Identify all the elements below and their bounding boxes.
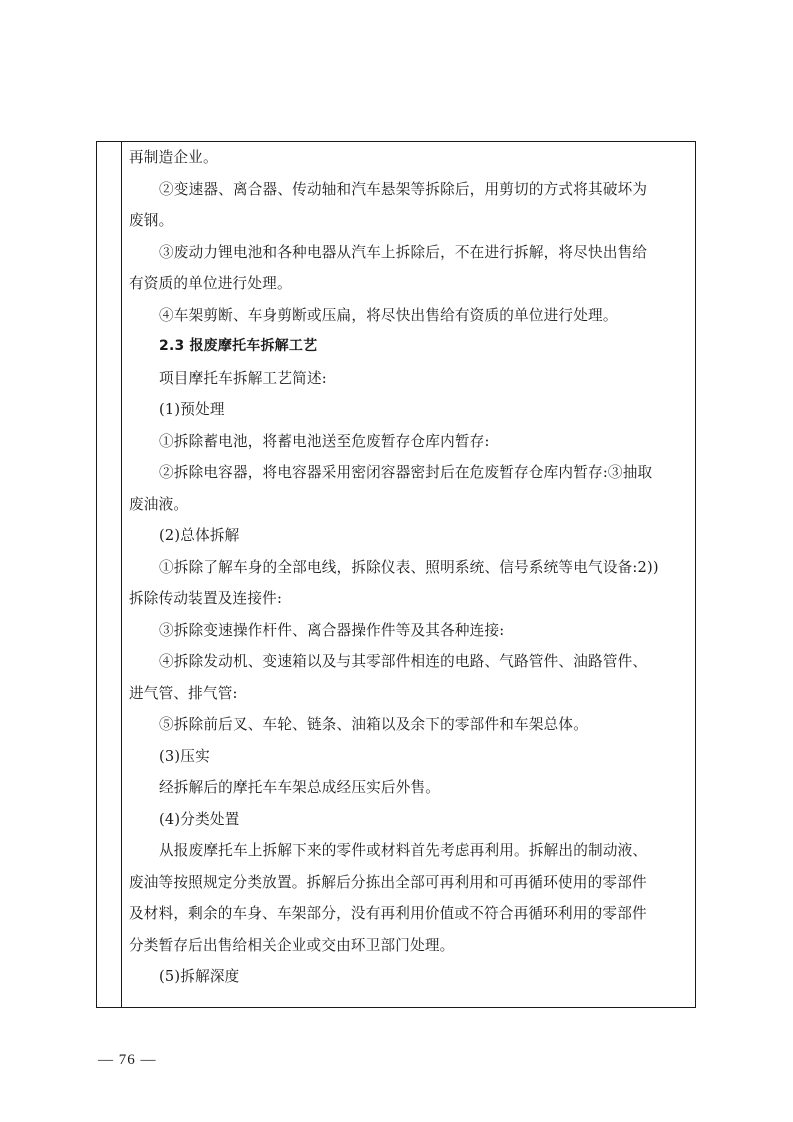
table-content-cell xyxy=(129,142,689,993)
text-line: ③拆除变速操作杆件、离合器操作件等及其各种连接: xyxy=(159,621,505,639)
text-line: 分类暂存后出售给相关企业或交由环卫部门处理。 xyxy=(129,936,455,954)
subsection-label: (2)总体拆解 xyxy=(159,527,240,544)
text-line: ②变速器、离合器、传动轴和汽车悬架等拆除后，用剪切的方式将其破坏为 xyxy=(159,180,648,198)
text-line: 再制造企业。 xyxy=(129,149,218,166)
table-left-column xyxy=(97,142,122,1007)
section-heading: 2.3 报废摩托车拆解工艺 xyxy=(159,338,318,354)
text-line: 及材料，剩余的车身、车架部分，没有再利用价值或不符合再循环利用的零部件 xyxy=(129,905,647,922)
subsection-label: (3)压实 xyxy=(159,747,210,765)
subsection-label: (1)预处理 xyxy=(159,401,225,418)
text-line: ③废动力锂电池和各种电器从汽车上拆除后，不在进行拆解，将尽快出售给 xyxy=(159,243,648,261)
text-line: 废油等按照规定分类放置。拆解后分拣出全部可再利用和可再循环使用的零部件 xyxy=(129,873,647,891)
text-line: ②拆除电容器，将电容器采用密闭容器密封后在危废暂存仓库内暂存:③抽取 xyxy=(159,464,653,481)
text-line: 项目摩托车拆解工艺简述: xyxy=(159,369,327,387)
text-line: 拆除传动装置及连接件: xyxy=(129,590,283,607)
text-line: ①拆除蓄电池，将蓄电池送至危废暂存仓库内暂存: xyxy=(159,432,490,450)
subsection-label: (4)分类处置 xyxy=(159,810,240,828)
text-line: 废油液。 xyxy=(129,495,189,513)
text-line: 从报废摩托车上拆解下来的零件或材料首先考虑再利用。拆解出的制动液、 xyxy=(159,842,648,859)
text-line: 进气管、排气管: xyxy=(129,684,238,702)
page-number: — 76 — xyxy=(98,1052,157,1068)
text-line: ④车架剪断、车身剪断或压扁，将尽快出售给有资质的单位进行处理。 xyxy=(159,306,618,324)
content-table xyxy=(96,141,696,1008)
text-line: 有资质的单位进行处理。 xyxy=(129,275,292,292)
text-line: ⑤拆除前后叉、车轮、链条、油箱以及余下的零部件和车架总体。 xyxy=(159,716,589,733)
subsection-label: (5)拆解深度 xyxy=(159,968,240,985)
text-line: 废钢。 xyxy=(129,212,174,229)
text-line: 经拆解后的摩托车车架总成经压实后外售。 xyxy=(159,779,441,796)
text-line: ①拆除了解车身的全部电线，拆除仪表、照明系统、信号系统等电气设备:2)) xyxy=(159,558,659,576)
text-line: ④拆除发动机、变速箱以及与其零部件相连的电路、气路管件、油路管件、 xyxy=(159,653,648,670)
